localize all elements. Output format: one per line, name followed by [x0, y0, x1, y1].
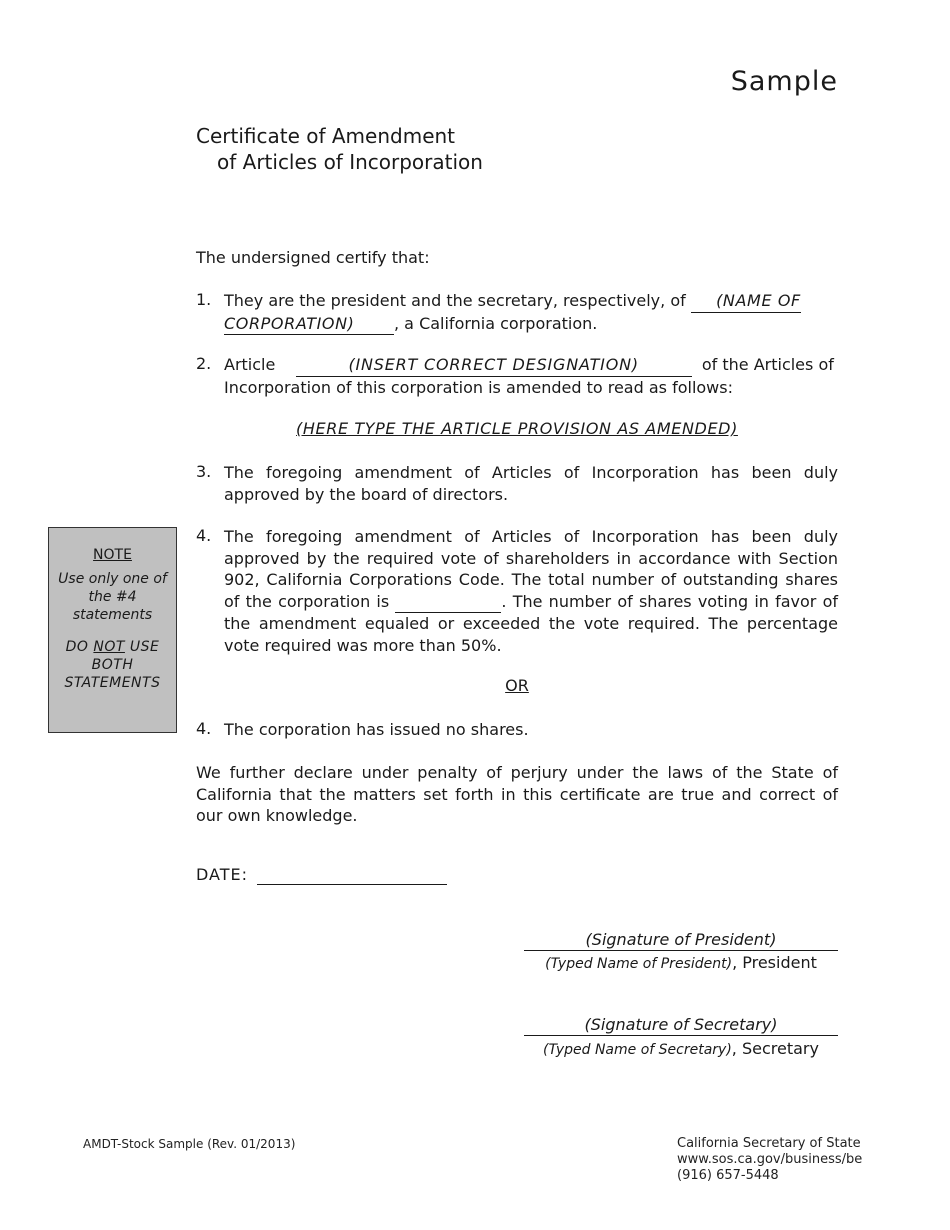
note-instruction: Use only one of the #4 statements [58, 571, 167, 623]
article-provision-line [196, 419, 838, 438]
article-designation-blank[interactable]: (INSERT CORRECT DESIGNATION) [296, 354, 692, 377]
date-field[interactable] [257, 884, 447, 885]
perjury-declaration: We further declare under penalty of perjury under the laws of the State of California that the matters set forth in this certificate are true and correct of our own knowledge. [196, 763, 838, 825]
president-title: , President [732, 953, 817, 972]
or-label: OR [505, 676, 529, 695]
secretary-title: , Secretary [731, 1039, 819, 1058]
secretary-typed-name[interactable]: (Typed Name of Secretary) [543, 1042, 732, 1058]
item-4a [224, 526, 838, 656]
item-1-number: 1. [196, 290, 212, 309]
document-title-line1: Certificate of Amendment [196, 124, 456, 148]
secretary-signature-line[interactable]: (Signature of Secretary) [524, 1015, 838, 1036]
item-4b-number: 4. [196, 719, 212, 738]
corporation-name-blank-cont[interactable]: CORPORATION) [224, 313, 394, 336]
item-2-text-a: Article [224, 355, 276, 374]
president-typed-name-line [524, 953, 838, 972]
outstanding-shares-blank[interactable] [395, 591, 501, 614]
agency-contact [677, 1136, 862, 1184]
document-title-line2: of Articles of Incorporation [217, 150, 483, 174]
item-4a-text-b: . The number of shares voting in favor of the amendment equaled or exceeded the vote required. The percentage vote required was more than 50%. [224, 591, 838, 655]
president-signature-line[interactable]: (Signature of President) [524, 930, 838, 951]
form-id: AMDT-Stock Sample (Rev. 01/2013) [83, 1137, 296, 1151]
item-4a-text-a: The foregoing amendment of Articles of Incorporation has been duly approved by the required vote of shareholders in accordance with Section 902, California Corporations Code. The total number of outstanding shares of the corporation is [224, 527, 838, 611]
agency-website[interactable]: www.sos.ca.gov/business/be [677, 1152, 863, 1167]
note-warning-rest: USE BOTH STATEMENTS [64, 639, 161, 691]
item-2-text-b: of the Articles of Incorporation of this corporation is amended to read as follows: [224, 355, 834, 397]
agency-name: California Secretary of State [677, 1136, 861, 1151]
item-1-text-b: , a California corporation. [394, 313, 598, 333]
sample-watermark-label: Sample [730, 66, 838, 97]
item-2-number: 2. [196, 354, 212, 373]
note-box [48, 527, 177, 733]
item-2 [224, 354, 838, 398]
item-1 [224, 290, 838, 335]
agency-phone: (916) 657-5448 [677, 1168, 779, 1183]
intro-text: The undersigned certify that: [196, 248, 430, 267]
note-warning-do: DO [65, 639, 89, 655]
or-separator [196, 676, 838, 695]
secretary-typed-name-line [524, 1039, 838, 1058]
item-4b-text: The corporation has issued no shares. [224, 720, 529, 739]
item-1-text-a: They are the president and the secretary, respectively, of [224, 291, 686, 310]
president-typed-name[interactable]: (Typed Name of President) [545, 956, 733, 972]
corporation-name-blank[interactable]: (NAME OF [691, 290, 801, 313]
note-heading: NOTE [93, 547, 132, 563]
date-label: DATE: [196, 865, 249, 884]
note-warning-not: NOT [93, 639, 125, 655]
item-3-number: 3. [196, 462, 212, 481]
note-warning [49, 638, 176, 692]
article-provision-text[interactable]: (HERE TYPE THE ARTICLE PROVISION AS AMENDED) [296, 419, 738, 438]
item-4a-number: 4. [196, 526, 212, 545]
item-3-text: The foregoing amendment of Articles of Incorporation has been duly approved by the board of directors. [224, 463, 838, 504]
